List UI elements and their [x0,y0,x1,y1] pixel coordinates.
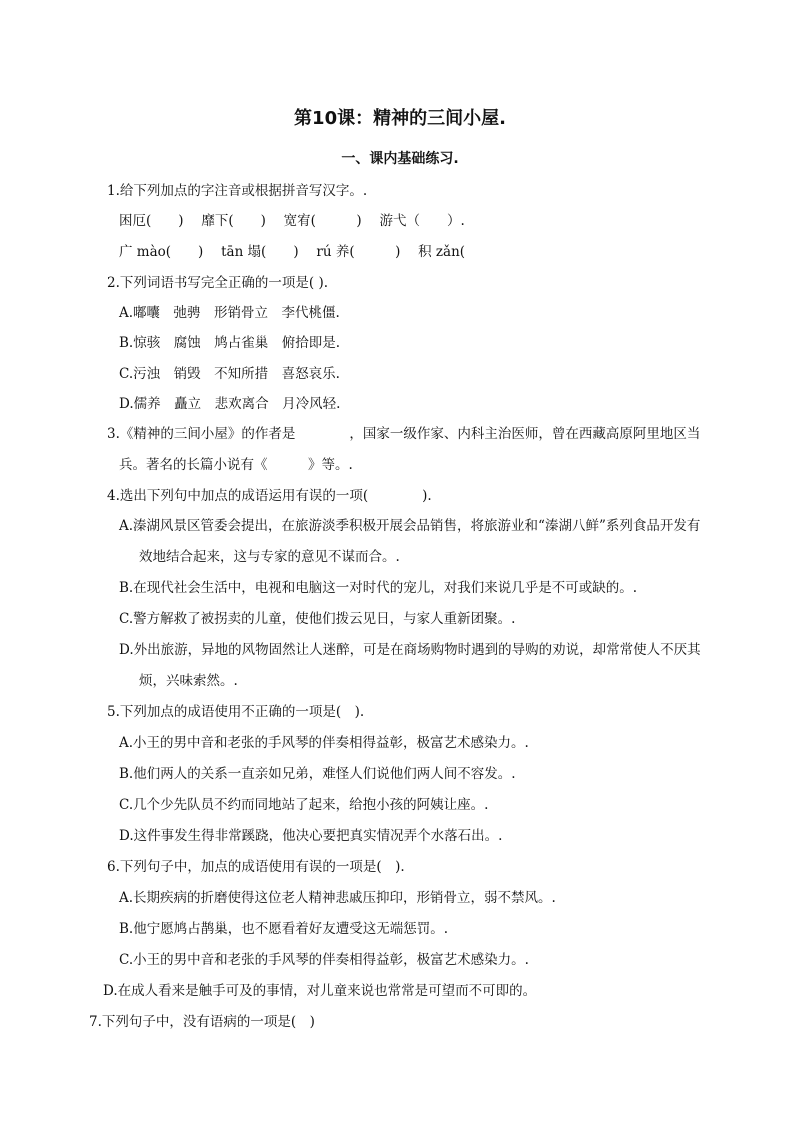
question-5-option-d: D.这件事发生得非常蹊跷，他决心要把真实情况弄个水落石出。. [119,828,503,844]
question-6-option-c: C.小王的男中音和老张的手风琴的伴奏相得益彰，极富艺术感染力。. [119,952,529,968]
question-5-option-c: C.几个少先队员不约而同地站了起来，给抱小孩的阿姨让座。. [119,797,489,813]
question-3-line-2: 兵。著名的长篇小说有《 》等。. [119,457,353,473]
question-7-stem: 7.下列句子中，没有语病的一项是( ) [89,1014,315,1030]
question-1-row-2: 广 mào( ) tān 塌( ) rú 养( ) 积 zǎn( [119,244,466,260]
question-2-stem: 2.下列词语书写完全正确的一项是( ). [107,275,328,291]
question-6-option-a: A.长期疾病的折磨使得这位老人精神悲戚压抑印，形销骨立，弱不禁风。. [119,890,556,906]
question-6-option-d: D.在成人看来是触手可及的事情，对儿童来说也常常是可望而不可即的。 [103,983,537,999]
question-4-option-a-line-2: 效地结合起来，这与专家的意见不谋而合。. [139,549,400,565]
question-1-stem: 1.给下列加点的字注音或根据拼音写汉字。. [107,183,368,199]
question-4-option-c: C.警方解救了被拐卖的儿童，使他们拨云见日，与家人重新团聚。. [119,611,516,627]
page-title: 第10课：精神的三间小屋. [294,108,506,129]
question-6-option-b: B.他宁愿鸠占鹊巢，也不愿看着好友遭受这无端惩罚。. [119,921,449,937]
question-6-stem: 6.下列句子中，加点的成语使用有误的一项是( ). [107,859,405,875]
question-4-option-a-line-1: A.溱湖风景区管委会提出，在旅游淡季积极开展会品销售，将旅游业和“溱湖八鲜”系列食品开发有 [119,518,701,534]
question-4-option-d-line-2: 烦，兴味索然。. [139,673,238,689]
question-4-option-b: B.在现代社会生活中，电视和电脑这一对时代的宠儿，对我们来说几乎是不可或缺的。. [119,580,638,596]
question-4-stem: 4.选出下列句中加点的成语运用有误的一项( ). [107,488,432,504]
question-2-option-d: D.儒养 矗立 悲欢离合 月冷风轻. [119,396,341,412]
section-heading: 一、课内基础练习. [341,151,459,167]
question-2-option-c: C.污浊 销毁 不知所措 喜怒哀乐. [119,366,340,382]
question-4-option-d-line-1: D.外出旅游，异地的风物固然让人迷醉，可是在商场购物时遇到的导购的劝说，却常常使人不厌其 [119,642,701,658]
question-2-option-a: A.嘟囔 弛骋 形销骨立 李代桃僵. [119,305,340,321]
question-5-option-a: A.小王的男中音和老张的手风琴的伴奏相得益彰，极富艺术感染力。. [119,735,529,751]
question-1-row-1: 困厄( ) 靡下( ) 宽宥( ) 游弋（ ）. [119,213,465,229]
question-3-line-1: 3.《精神的三间小屋》的作者是 ，国家一级作家、内科主治医师，曾在西藏高原阿里地区当 [107,426,701,442]
question-5-option-b: B.他们两人的关系一直亲如兄弟，难怪人们说他们两人间不容发。. [119,766,516,782]
question-5-stem: 5.下列加点的成语使用不正确的一项是( ). [107,704,365,720]
question-2-option-b: B.惊骇 腐蚀 鸠占雀巢 俯拾即是. [119,335,341,351]
